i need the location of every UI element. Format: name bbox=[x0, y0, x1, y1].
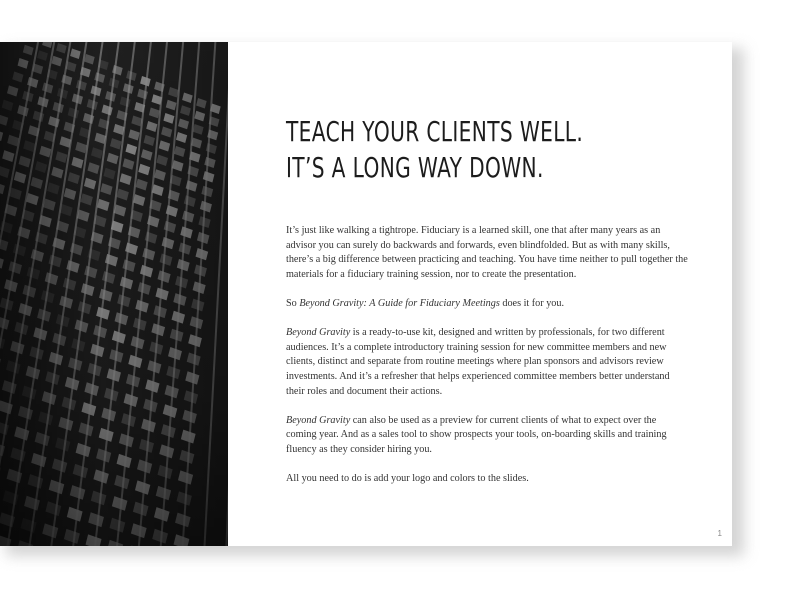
paragraph-3-title: Beyond Gravity bbox=[286, 326, 351, 338]
paragraph-1-text: It’s just like walking a tightrope. Fiduciary is a learned skill, one that after many years as an advisor you can surely do backwards and forwards, even blindfolded. But as with many skills, there’s a big difference between practicing and teaching. You have time neither to pull together the materials for a fiduciary training session, nor to create the presentation. bbox=[286, 225, 688, 281]
paragraph-3 bbox=[286, 326, 688, 400]
body-text bbox=[286, 224, 688, 501]
paragraph-4-text: can also be used as a preview for current clients of what to expect over the coming year. And as a sales tool to show prospects your tools, on-boarding skills and training fluency as they consider hiring you. bbox=[286, 414, 667, 455]
headline-line-2: IT’S A LONG WAY DOWN. bbox=[286, 151, 544, 184]
building-photo-icon bbox=[0, 42, 228, 546]
paragraph-4 bbox=[286, 414, 688, 458]
paragraph-5-text: All you need to do is add your logo and colors to the slides. bbox=[286, 472, 529, 484]
paragraph-4-title: Beyond Gravity bbox=[286, 414, 351, 426]
paragraph-2-prefix: So bbox=[286, 298, 300, 309]
paragraph-3-text: is a ready-to-use kit, designed and written by professionals, for two different audiences. It’s a complete introductory training session for new committee members and new clients, distinct and separate from routine meetings where plan sponsors and advisors review investments. And it’s a refresher that helps experienced committee members better understand their roles and document their actions. bbox=[286, 326, 670, 397]
paragraph-5 bbox=[286, 472, 688, 487]
page-headline bbox=[286, 114, 583, 186]
paragraph-1 bbox=[286, 224, 688, 283]
paragraph-2-suffix: does it for you. bbox=[499, 298, 565, 309]
skyscraper-photo bbox=[0, 42, 228, 546]
page-number: 1 bbox=[717, 529, 722, 538]
paragraph-2-title: Beyond Gravity: A Guide for Fiduciary Meetings bbox=[299, 298, 500, 309]
text-page bbox=[228, 42, 732, 546]
paragraph-2 bbox=[286, 297, 688, 312]
headline-line-1: TEACH YOUR CLIENTS WELL. bbox=[286, 115, 584, 148]
